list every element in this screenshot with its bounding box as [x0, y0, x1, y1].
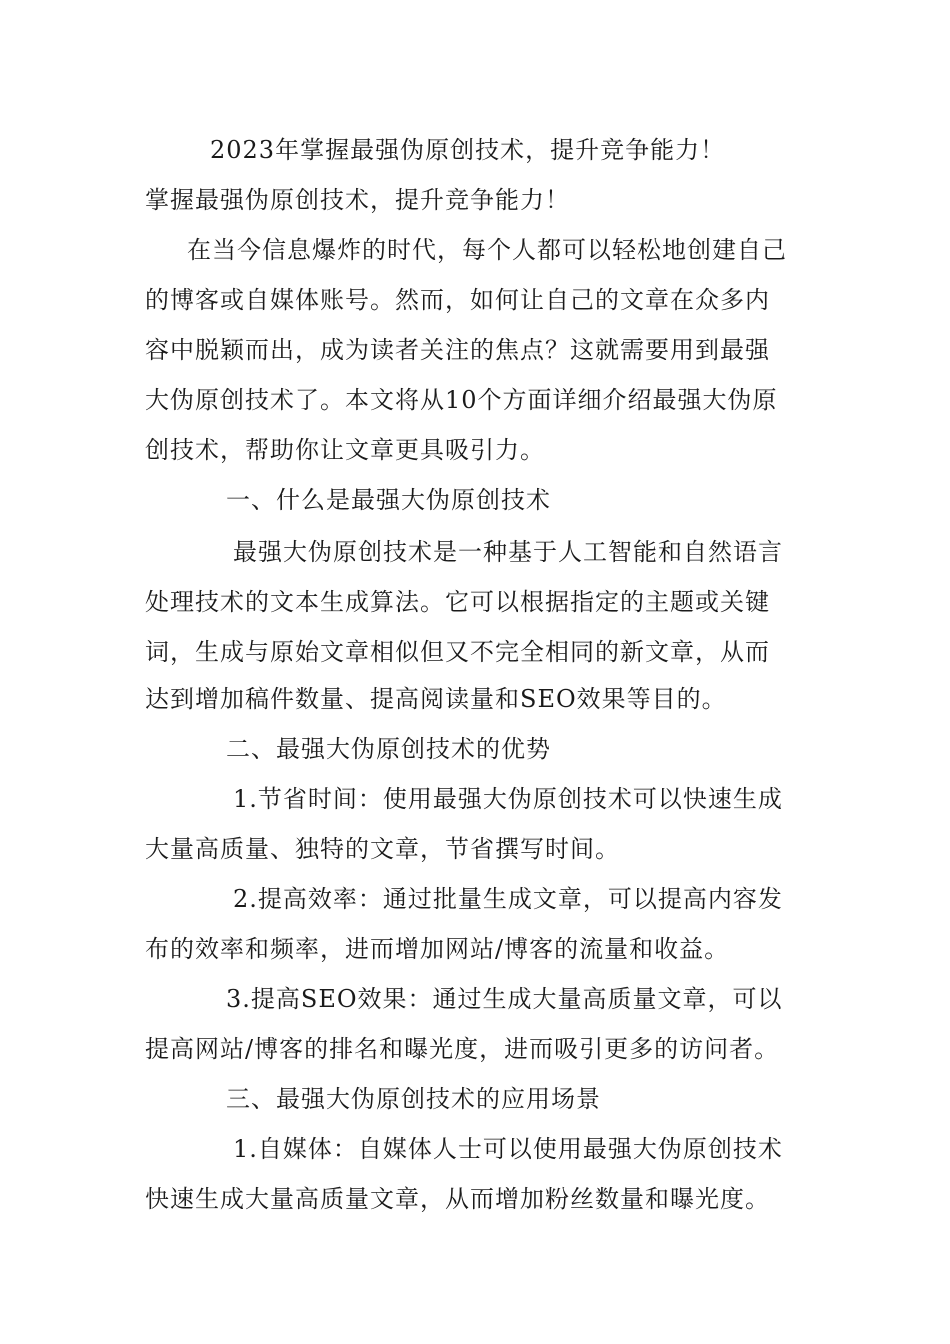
- section-2-heading: 二、最强大伪原创技术的优势: [226, 735, 551, 763]
- section-1-line-1: 最强大伪原创技术是一种基于人工智能和自然语言: [233, 538, 783, 566]
- document-subtitle: 掌握最强伪原创技术，提升竞争能力！: [145, 186, 570, 214]
- section-2-item-2-line-1: 2.提高效率：通过批量生成文章，可以提高内容发: [233, 885, 783, 913]
- section-2-item-3-line-1: 3.提高SEO效果：通过生成大量高质量文章，可以: [226, 985, 783, 1013]
- section-1-line-2: 处理技术的文本生成算法。它可以根据指定的主题或关键: [145, 588, 770, 616]
- intro-line-1: 在当今信息爆炸的时代，每个人都可以轻松地创建自己: [187, 236, 787, 264]
- section-2-item-2-line-2: 布的效率和频率，进而增加网站/博客的流量和收益。: [145, 935, 730, 963]
- section-3-item-1-line-1: 1.自媒体：自媒体人士可以使用最强大伪原创技术: [233, 1135, 783, 1163]
- intro-line-2: 的博客或自媒体账号。然而，如何让自己的文章在众多内: [145, 286, 770, 314]
- section-3-item-1-line-2: 快速生成大量高质量文章，从而增加粉丝数量和曝光度。: [145, 1185, 770, 1213]
- document-title: 2023年掌握最强伪原创技术，提升竞争能力！: [210, 136, 726, 164]
- section-2-item-1-line-2: 大量高质量、独特的文章，节省撰写时间。: [145, 835, 620, 863]
- section-2-item-1-line-1: 1.节省时间：使用最强大伪原创技术可以快速生成: [233, 785, 783, 813]
- intro-line-5: 创技术，帮助你让文章更具吸引力。: [145, 436, 545, 464]
- section-1-line-3: 词，生成与原始文章相似但又不完全相同的新文章，从而: [145, 638, 770, 666]
- intro-line-3: 容中脱颖而出，成为读者关注的焦点？这就需要用到最强: [145, 336, 770, 364]
- intro-line-4: 大伪原创技术了。本文将从10个方面详细介绍最强大伪原: [145, 386, 778, 414]
- section-2-item-3-line-2: 提高网站/博客的排名和曝光度，进而吸引更多的访问者。: [145, 1035, 780, 1063]
- section-1-line-4: 达到增加稿件数量、提高阅读量和SEO效果等目的。: [145, 685, 727, 713]
- section-3-heading: 三、最强大伪原创技术的应用场景: [226, 1085, 601, 1113]
- section-1-heading: 一、什么是最强大伪原创技术: [226, 486, 551, 514]
